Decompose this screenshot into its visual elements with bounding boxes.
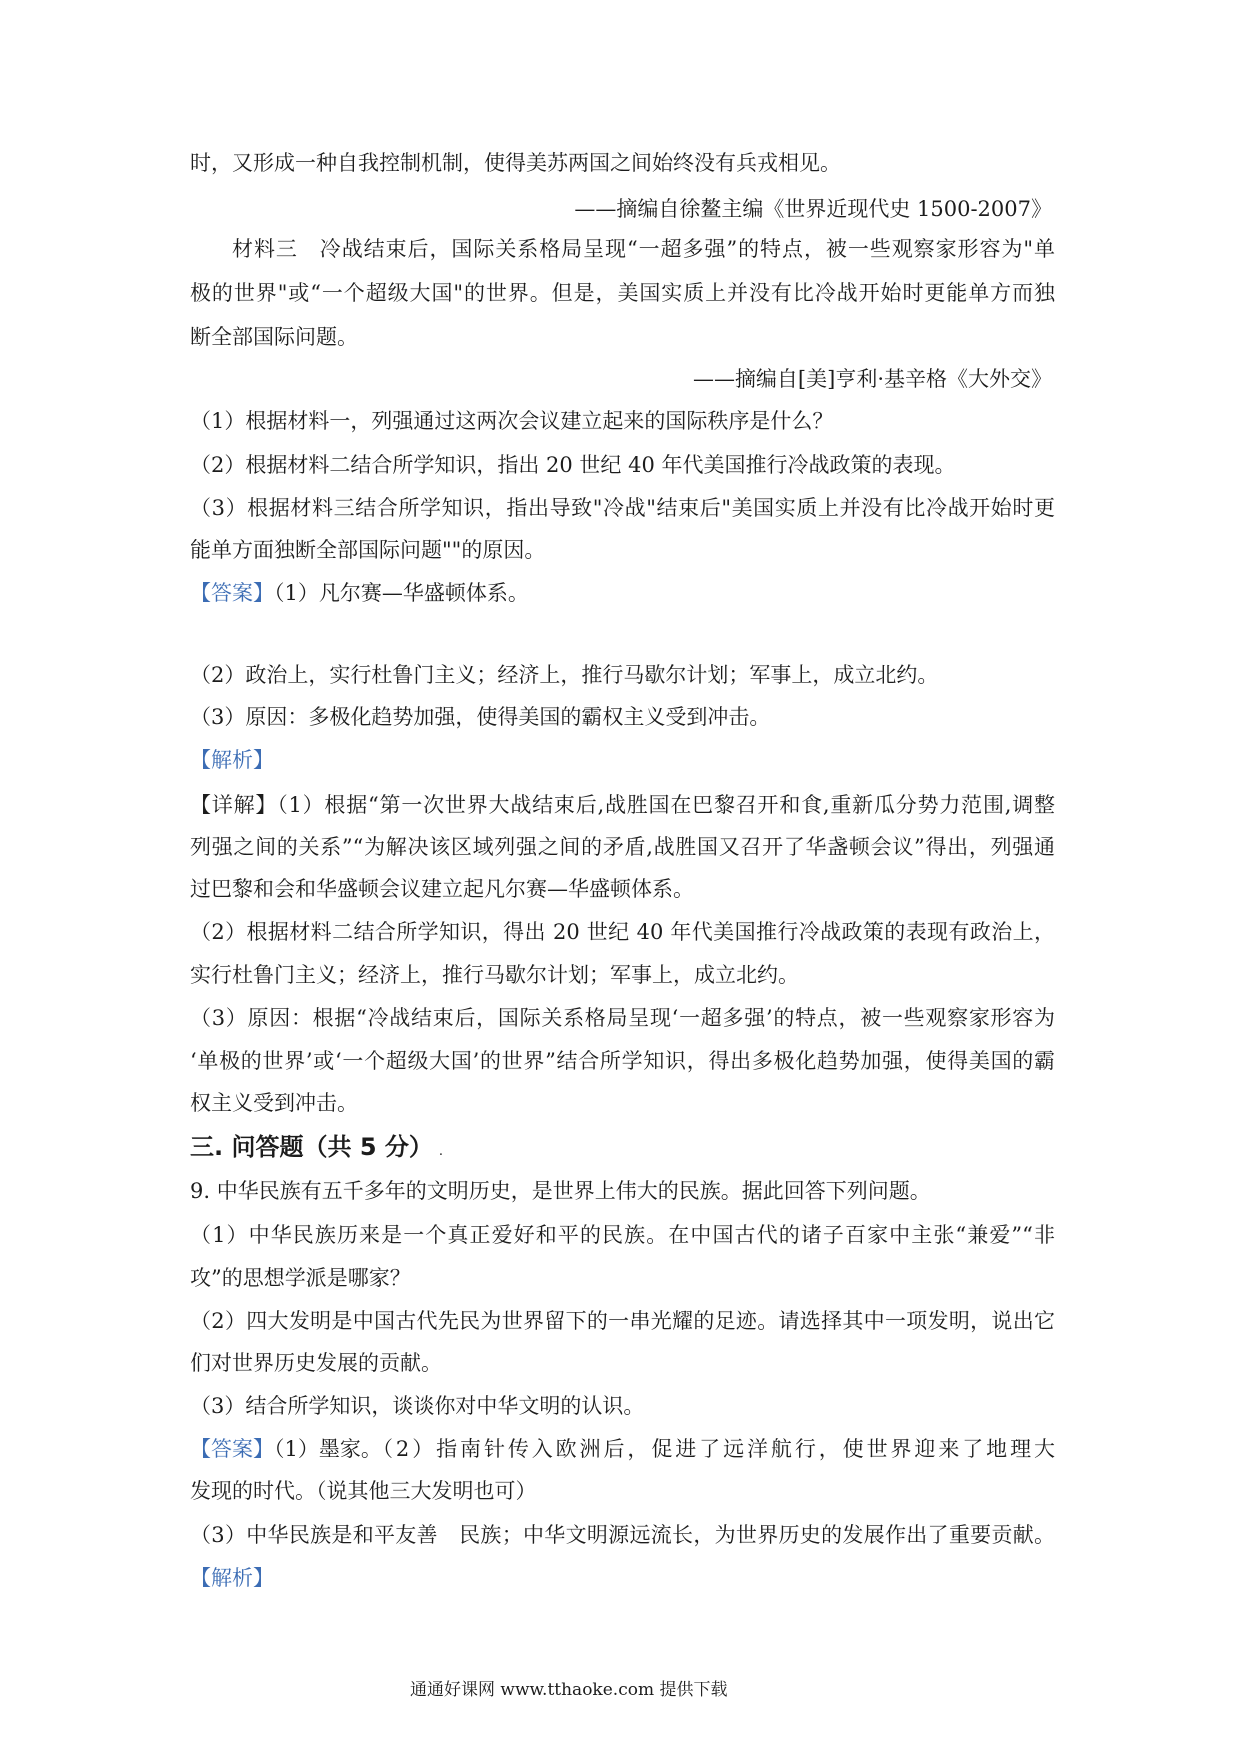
answer-line	[190, 578, 529, 608]
footer-text: 通通好课网 www.tthaoke.com 提供下载	[410, 1680, 728, 1700]
detail-text: ‘单极的世界’或‘一个超级大国’的世界”结合所学知识，得出多极化趋势加强，使得美国的霸	[190, 1049, 1055, 1073]
question-item-continuation: 们对世界历史发展的贡献。	[190, 1351, 442, 1375]
answer-label: 【答案】	[190, 581, 274, 605]
detail-label: 【详解】	[190, 793, 278, 817]
material-three-line: 极的世界"或“一个超级大国"的世界。但是，美国实质上并没有比冷战开始时更能单方而独	[190, 281, 1055, 305]
question-item: （1）根据材料一，列强通过这两次会议建立起来的国际秩序是什么？	[190, 409, 834, 433]
question-item: （2）根据材料二结合所学知识，指出 20 世纪 40 年代美国推行冷战政策的表现。	[190, 453, 956, 477]
question-item: （3）根据材料三结合所学知识，指出导致"冷战"结束后"美国实质上并没有比冷战开始时更	[190, 496, 1055, 520]
detail-text: 实行杜鲁门主义；经济上，推行马歇尔计划；军事上，成立北约。	[190, 963, 799, 987]
answer-text: 发现的时代。（说其他三大发明也可）	[190, 1479, 537, 1503]
material-three-source: ——摘编自[美]亨利·基辛格《大外交》	[692, 367, 1052, 391]
question-stem: 9. 中华民族有五千多年的文明历史，是世界上伟大的民族。据此回答下列问题。	[190, 1179, 931, 1203]
section-heading-mark: .	[438, 1144, 444, 1159]
detail-text: 权主义受到冲击。	[190, 1091, 358, 1115]
answer-text: （1）凡尔赛—华盛顿体系。	[274, 581, 529, 605]
detail-text: 过巴黎和会和华盛顿会议建立起凡尔赛—华盛顿体系。	[190, 877, 694, 901]
material-two-continuation: 时，又形成一种自我控制机制，使得美苏两国之间始终没有兵戎相见。	[190, 151, 841, 175]
analysis-label: 【解析】	[190, 748, 274, 772]
question-item-continuation: 能单方面独断全部国际问题""的原因。	[190, 538, 546, 562]
material-three-line: 材料三 冷战结束后，国际关系格局呈现“一超多强”的特点，被一些观察家形容为"单	[232, 237, 1055, 261]
answer-text: （2）指南针传入欧洲后，促进了远洋航行，使世界迎来了地理大	[372, 1437, 1055, 1461]
detail-text: 列强之间的关系”“为解决该区域列强之间的矛盾,战胜国又召开了华盏顿会议”得出，列强通	[190, 835, 1055, 859]
question-item: （2）四大发明是中国古代先民为世界留下的一串光耀的足迹。请选择其中一项发明，说出它	[190, 1309, 1055, 1333]
analysis-label: 【解析】	[190, 1566, 274, 1590]
material-two-source: ——摘编自徐鳌主编《世界近现代史 1500-2007》	[574, 197, 1052, 221]
question-item-continuation: 攻”的思想学派是哪家？	[190, 1266, 411, 1290]
detail-line	[190, 790, 1055, 820]
answer-line	[190, 1434, 382, 1464]
material-three-line: 断全部国际问题。	[190, 325, 358, 349]
answer-label: 【答案】	[190, 1437, 274, 1461]
question-item: （1）中华民族历来是一个真正爱好和平的民族。在中国古代的诸子百家中主张“兼爱”“非	[190, 1223, 1055, 1247]
detail-text: （3）原因：根据“冷战结束后，国际关系格局呈现‘一超多强’的特点，被一些观察家形容为	[190, 1006, 1055, 1030]
answer-text: （2）政治上，实行杜鲁门主义；经济上，推行马歇尔计划；军事上，成立北约。	[190, 663, 939, 687]
answer-text: （3）中华民族是和平友善 民族；中华文明源远流长，为世界历史的发展作出了重要贡献。	[190, 1523, 1055, 1547]
detail-text: （1）根据“第一次世界大战结束后,战胜国在巴黎召开和食,重新瓜分势力范围,调整	[277, 793, 1055, 817]
answer-text: （1）墨家。	[274, 1437, 382, 1461]
answer-text: （3）原因：多极化趋势加强，使得美国的霸权主义受到冲击。	[190, 705, 771, 729]
detail-text: （2）根据材料二结合所学知识，得出 20 世纪 40 年代美国推行冷战政策的表现有政治上，	[190, 920, 1055, 944]
question-item: （3）结合所学知识，谈谈你对中华文明的认识。	[190, 1394, 645, 1418]
section-heading-text: 三. 问答题（共 5 分）	[190, 1133, 433, 1161]
section-heading	[190, 1130, 443, 1164]
